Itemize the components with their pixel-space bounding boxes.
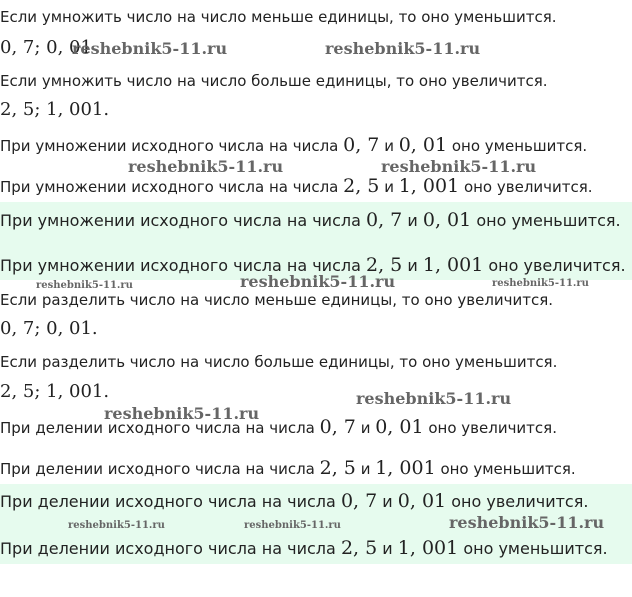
watermark: reshebnik5-11.ru [449, 513, 605, 532]
conclusion-divide-small: При делении исходного числа на числа 0, 7 и 0, 01 оно увеличится. [0, 416, 557, 438]
rule-divide-more: Если разделить число на число больше единицы, то оно уменьшится. [0, 353, 558, 371]
watermark: reshebnik5-11.ru [104, 404, 260, 423]
examples-multiply-more: 2, 5; 1, 001. [0, 99, 110, 120]
watermark: reshebnik5-11.ru [36, 280, 133, 291]
watermark: reshebnik5-11.ru [240, 272, 396, 291]
watermark: reshebnik5-11.ru [356, 389, 512, 408]
watermark: reshebnik5-11.ru [325, 39, 481, 58]
watermark: reshebnik5-11.ru [72, 39, 228, 58]
examples-divide-more: 2, 5; 1, 001. [0, 381, 110, 402]
rule-multiply-more: Если умножить число на число больше единицы, то оно увеличится. [0, 72, 548, 90]
conclusion-divide-large: При делении исходного числа на числа 2, 5 и 1, 001 оно уменьшится. [0, 457, 576, 479]
watermark: reshebnik5-11.ru [381, 157, 537, 176]
answer-multiply-small: При умножении исходного числа на числа 0, 7 и 0, 01 оно уменьшится. [0, 209, 621, 231]
watermark: reshebnik5-11.ru [244, 520, 341, 531]
answer-divide-large: При делении исходного числа на числа 2, 5 и 1, 001 оно уменьшится. [0, 537, 608, 559]
examples-multiply-less: 0, 7; 0, 01 [0, 37, 92, 58]
answer-divide-small: При делении исходного числа на числа 0, 7 и 0, 01 оно увеличится. [0, 490, 589, 512]
watermark: reshebnik5-11.ru [492, 278, 589, 289]
watermark: reshebnik5-11.ru [68, 520, 165, 531]
examples-divide-less: 0, 7; 0, 01. [0, 318, 98, 339]
rule-divide-less: Если разделить число на число меньше единицы, то оно увеличится. [0, 291, 554, 309]
conclusion-multiply-small: При умножении исходного числа на числа 0, 7 и 0, 01 оно уменьшится. [0, 134, 588, 156]
watermark: reshebnik5-11.ru [128, 157, 284, 176]
conclusion-multiply-large: При умножении исходного числа на числа 2, 5 и 1, 001 оно увеличится. [0, 175, 593, 197]
rule-multiply-less: Если умножить число на число меньше единицы, то оно уменьшится. [0, 8, 557, 26]
answer-multiply-large: При умножении исходного числа на числа 2, 5 и 1, 001 оно увеличится. [0, 254, 626, 276]
